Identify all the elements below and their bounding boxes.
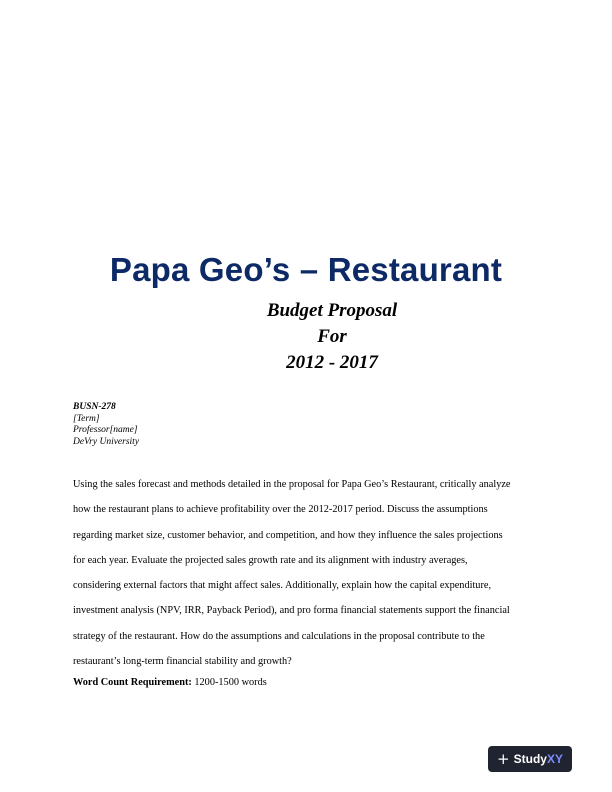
course-code: BUSN-278: [73, 402, 116, 412]
course-term: [Term]: [73, 413, 100, 424]
brand-accent: XY: [546, 752, 563, 766]
plus-icon: +: [497, 749, 510, 768]
paragraph-line: restaurant’s long-term financial stability and growth?: [73, 656, 292, 668]
brand-main: Study: [513, 752, 547, 766]
word-count-requirement: [73, 677, 267, 688]
subtitle-line-2: For: [317, 326, 347, 347]
subtitle-block: [232, 298, 432, 376]
paragraph-line: how the restaurant plans to achieve profitability over the 2012-2017 period. Discuss the assumptions: [73, 504, 488, 516]
paragraph-line: investment analysis (NPV, IRR, Payback Period), and pro forma financial statements support the financial: [73, 605, 510, 617]
studyxy-badge[interactable]: [488, 746, 572, 772]
paragraph-line: considering external factors that might affect sales. Additionally, explain how the capital expenditure,: [73, 580, 492, 592]
word-count-label: Word Count Requirement:: [73, 677, 192, 688]
course-professor: Professor[name]: [73, 425, 138, 435]
subtitle-line-3: 2012 - 2017: [286, 352, 378, 373]
course-university: DeVry University: [73, 436, 140, 447]
document-title: Papa Geo’s – Restaurant: [109, 251, 503, 288]
paragraph-line: regarding market size, customer behavior, and competition, and how they influence the sales projections: [73, 529, 503, 541]
paragraph-line: for each year. Evaluate the projected sales growth rate and its alignment with industry averages,: [73, 554, 468, 566]
paragraph-line: strategy of the restaurant. How do the assumptions and calculations in the proposal contribute to the: [73, 630, 485, 642]
paragraph-line: Using the sales forecast and methods detailed in the proposal for Papa Geo’s Restaurant, critically analyze: [73, 479, 511, 490]
prompt-paragraph: [73, 472, 545, 674]
brand-logo: [514, 752, 563, 766]
course-info: [73, 402, 139, 448]
word-count-value: 1200-1500 words: [194, 677, 267, 688]
subtitle-line-1: Budget Proposal: [266, 300, 398, 321]
